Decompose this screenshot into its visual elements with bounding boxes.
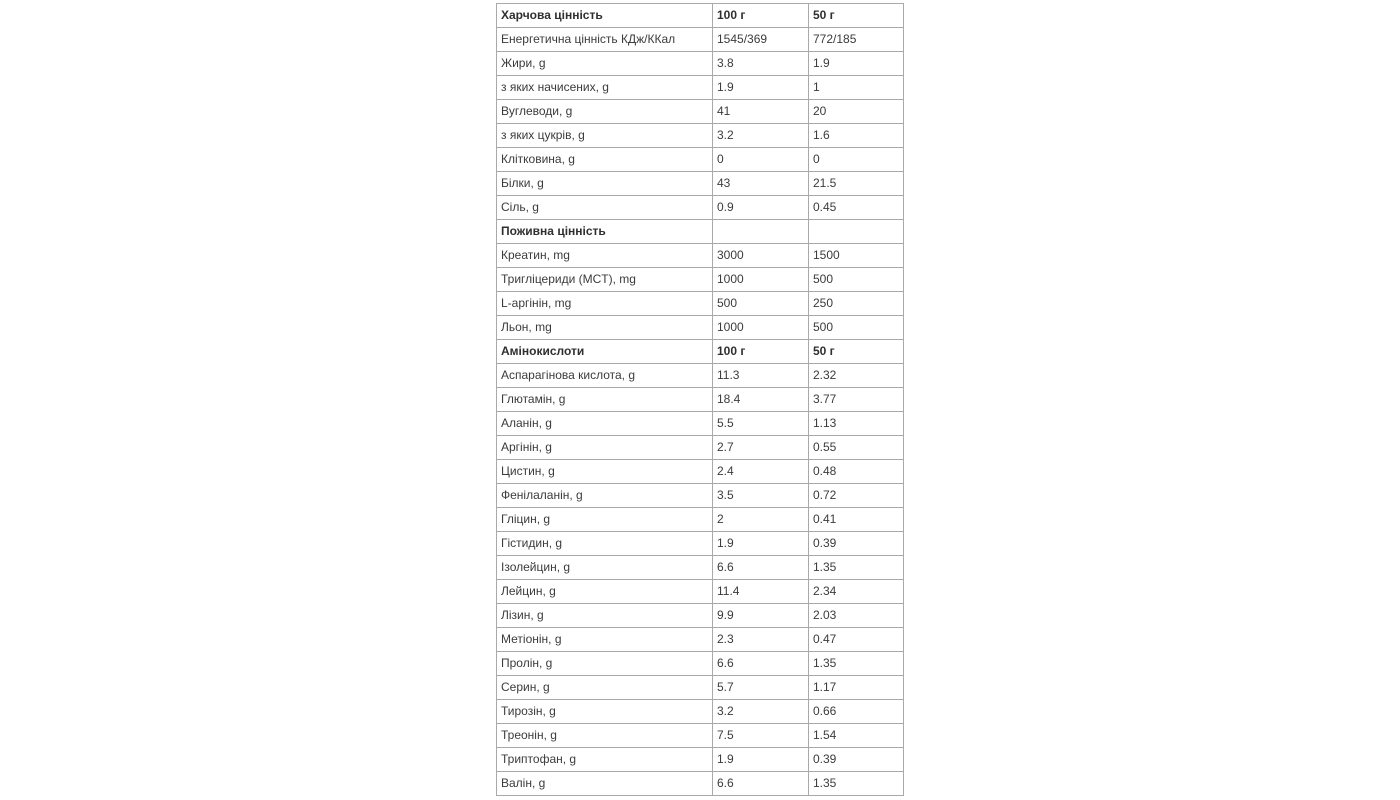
per-100g-cell: 43: [713, 172, 809, 196]
nutrition-table: [496, 3, 904, 796]
table-row: [497, 76, 904, 100]
nutrient-name-cell: Клітковина, g: [497, 148, 713, 172]
table-row: [497, 460, 904, 484]
nutrient-name-cell: Гістидин, g: [497, 532, 713, 556]
nutrient-name-cell: Аспарагінова кислота, g: [497, 364, 713, 388]
per-50g-cell: 1.17: [809, 676, 904, 700]
table-row: [497, 388, 904, 412]
per-100g-cell: 500: [713, 292, 809, 316]
nutrient-name-cell: Глютамін, g: [497, 388, 713, 412]
nutrient-name-cell: Ізолейцин, g: [497, 556, 713, 580]
per-50g-cell: 1.35: [809, 652, 904, 676]
per-100g-cell: 1000: [713, 316, 809, 340]
table-row: [497, 604, 904, 628]
table-row: [497, 268, 904, 292]
nutrient-name-cell: Харчова цінність: [497, 4, 713, 28]
per-100g-cell: 3.8: [713, 52, 809, 76]
per-50g-cell: 0: [809, 148, 904, 172]
nutrient-name-cell: Поживна цінність: [497, 220, 713, 244]
per-100g-cell: 41: [713, 100, 809, 124]
per-100g-cell: 5.5: [713, 412, 809, 436]
per-100g-cell: 100 г: [713, 4, 809, 28]
per-100g-cell: 6.6: [713, 652, 809, 676]
per-50g-cell: 0.66: [809, 700, 904, 724]
nutrient-name-cell: Цистин, g: [497, 460, 713, 484]
per-100g-cell: 2.3: [713, 628, 809, 652]
per-100g-cell: 1.9: [713, 748, 809, 772]
table-row: [497, 724, 904, 748]
table-row: [497, 628, 904, 652]
table-row: [497, 52, 904, 76]
table-row: [497, 412, 904, 436]
nutrient-name-cell: Метіонін, g: [497, 628, 713, 652]
table-row: [497, 244, 904, 268]
nutrient-name-cell: Пролін, g: [497, 652, 713, 676]
table-row: [497, 580, 904, 604]
per-50g-cell: 1500: [809, 244, 904, 268]
nutrient-name-cell: з яких начисених, g: [497, 76, 713, 100]
per-50g-cell: 20: [809, 100, 904, 124]
per-50g-cell: 0.41: [809, 508, 904, 532]
per-50g-cell: 50 г: [809, 340, 904, 364]
table-row: [497, 148, 904, 172]
per-100g-cell: 11.4: [713, 580, 809, 604]
per-50g-cell: 1.6: [809, 124, 904, 148]
per-100g-cell: 3000: [713, 244, 809, 268]
nutrient-name-cell: Триптофан, g: [497, 748, 713, 772]
nutrient-name-cell: Аланін, g: [497, 412, 713, 436]
per-50g-cell: 0.45: [809, 196, 904, 220]
table-section-header-row: [497, 220, 904, 244]
per-50g-cell: 1.13: [809, 412, 904, 436]
nutrient-name-cell: Сіль, g: [497, 196, 713, 220]
per-50g-cell: 0.39: [809, 532, 904, 556]
per-100g-cell: 1000: [713, 268, 809, 292]
nutrient-name-cell: Білки, g: [497, 172, 713, 196]
per-50g-cell: 500: [809, 268, 904, 292]
table-row: [497, 364, 904, 388]
nutrient-name-cell: Лізин, g: [497, 604, 713, 628]
table-row: [497, 532, 904, 556]
per-50g-cell: 1.35: [809, 556, 904, 580]
nutrient-name-cell: Тригліцериди (MCT), mg: [497, 268, 713, 292]
nutrient-name-cell: Льон, mg: [497, 316, 713, 340]
per-100g-cell: 2.4: [713, 460, 809, 484]
per-100g-cell: 1.9: [713, 76, 809, 100]
per-100g-cell: 7.5: [713, 724, 809, 748]
nutrient-name-cell: Треонін, g: [497, 724, 713, 748]
nutrient-name-cell: Енергетична цінність КДж/ККал: [497, 28, 713, 52]
per-50g-cell: 50 г: [809, 4, 904, 28]
table-row: [497, 484, 904, 508]
per-100g-cell: 3.2: [713, 124, 809, 148]
per-50g-cell: 2.34: [809, 580, 904, 604]
table-row: [497, 748, 904, 772]
nutrient-name-cell: Валін, g: [497, 772, 713, 796]
nutrient-name-cell: Гліцин, g: [497, 508, 713, 532]
nutrient-name-cell: Аргінін, g: [497, 436, 713, 460]
per-100g-cell: 0.9: [713, 196, 809, 220]
nutrient-name-cell: Креатин, mg: [497, 244, 713, 268]
nutrient-name-cell: Вуглеводи, g: [497, 100, 713, 124]
per-50g-cell: 3.77: [809, 388, 904, 412]
per-100g-cell: 18.4: [713, 388, 809, 412]
nutrient-name-cell: Серин, g: [497, 676, 713, 700]
table-row: [497, 292, 904, 316]
per-50g-cell: 0.48: [809, 460, 904, 484]
per-100g-cell: 5.7: [713, 676, 809, 700]
per-50g-cell: 2.03: [809, 604, 904, 628]
table-row: [497, 100, 904, 124]
per-100g-cell: 3.2: [713, 700, 809, 724]
nutrient-name-cell: Лейцин, g: [497, 580, 713, 604]
table-row: [497, 196, 904, 220]
nutrient-name-cell: Амінокислоти: [497, 340, 713, 364]
nutrient-name-cell: з яких цукрів, g: [497, 124, 713, 148]
per-50g-cell: 2.32: [809, 364, 904, 388]
table-row: [497, 676, 904, 700]
per-50g-cell: 1.9: [809, 52, 904, 76]
table-row: [497, 700, 904, 724]
nutrition-table-body: [497, 4, 904, 796]
per-100g-cell: 3.5: [713, 484, 809, 508]
nutrition-table-container: [496, 3, 904, 796]
table-row: [497, 124, 904, 148]
per-50g-cell: 0.72: [809, 484, 904, 508]
table-row: [497, 772, 904, 796]
table-row: [497, 316, 904, 340]
per-100g-cell: 1545/369: [713, 28, 809, 52]
table-row: [497, 436, 904, 460]
per-50g-cell: 500: [809, 316, 904, 340]
per-50g-cell: 0.47: [809, 628, 904, 652]
table-row: [497, 556, 904, 580]
per-50g-cell: 1.35: [809, 772, 904, 796]
nutrient-name-cell: L-аргінін, mg: [497, 292, 713, 316]
per-100g-cell: 0: [713, 148, 809, 172]
per-100g-cell: 6.6: [713, 556, 809, 580]
per-50g-cell: 21.5: [809, 172, 904, 196]
per-50g-cell: 0.55: [809, 436, 904, 460]
per-100g-cell: 9.9: [713, 604, 809, 628]
per-100g-cell: 11.3: [713, 364, 809, 388]
nutrient-name-cell: Фенілаланін, g: [497, 484, 713, 508]
per-50g-cell: 1: [809, 76, 904, 100]
per-50g-cell: [809, 220, 904, 244]
table-row: [497, 172, 904, 196]
per-50g-cell: 772/185: [809, 28, 904, 52]
table-row: [497, 28, 904, 52]
per-100g-cell: 2.7: [713, 436, 809, 460]
table-row: [497, 652, 904, 676]
table-section-header-row: [497, 340, 904, 364]
per-100g-cell: 1.9: [713, 532, 809, 556]
nutrient-name-cell: Жири, g: [497, 52, 713, 76]
per-100g-cell: 2: [713, 508, 809, 532]
nutrient-name-cell: Тирозін, g: [497, 700, 713, 724]
table-row: [497, 508, 904, 532]
per-50g-cell: 250: [809, 292, 904, 316]
per-50g-cell: 1.54: [809, 724, 904, 748]
per-100g-cell: 6.6: [713, 772, 809, 796]
per-100g-cell: 100 г: [713, 340, 809, 364]
per-100g-cell: [713, 220, 809, 244]
per-50g-cell: 0.39: [809, 748, 904, 772]
table-section-header-row: [497, 4, 904, 28]
